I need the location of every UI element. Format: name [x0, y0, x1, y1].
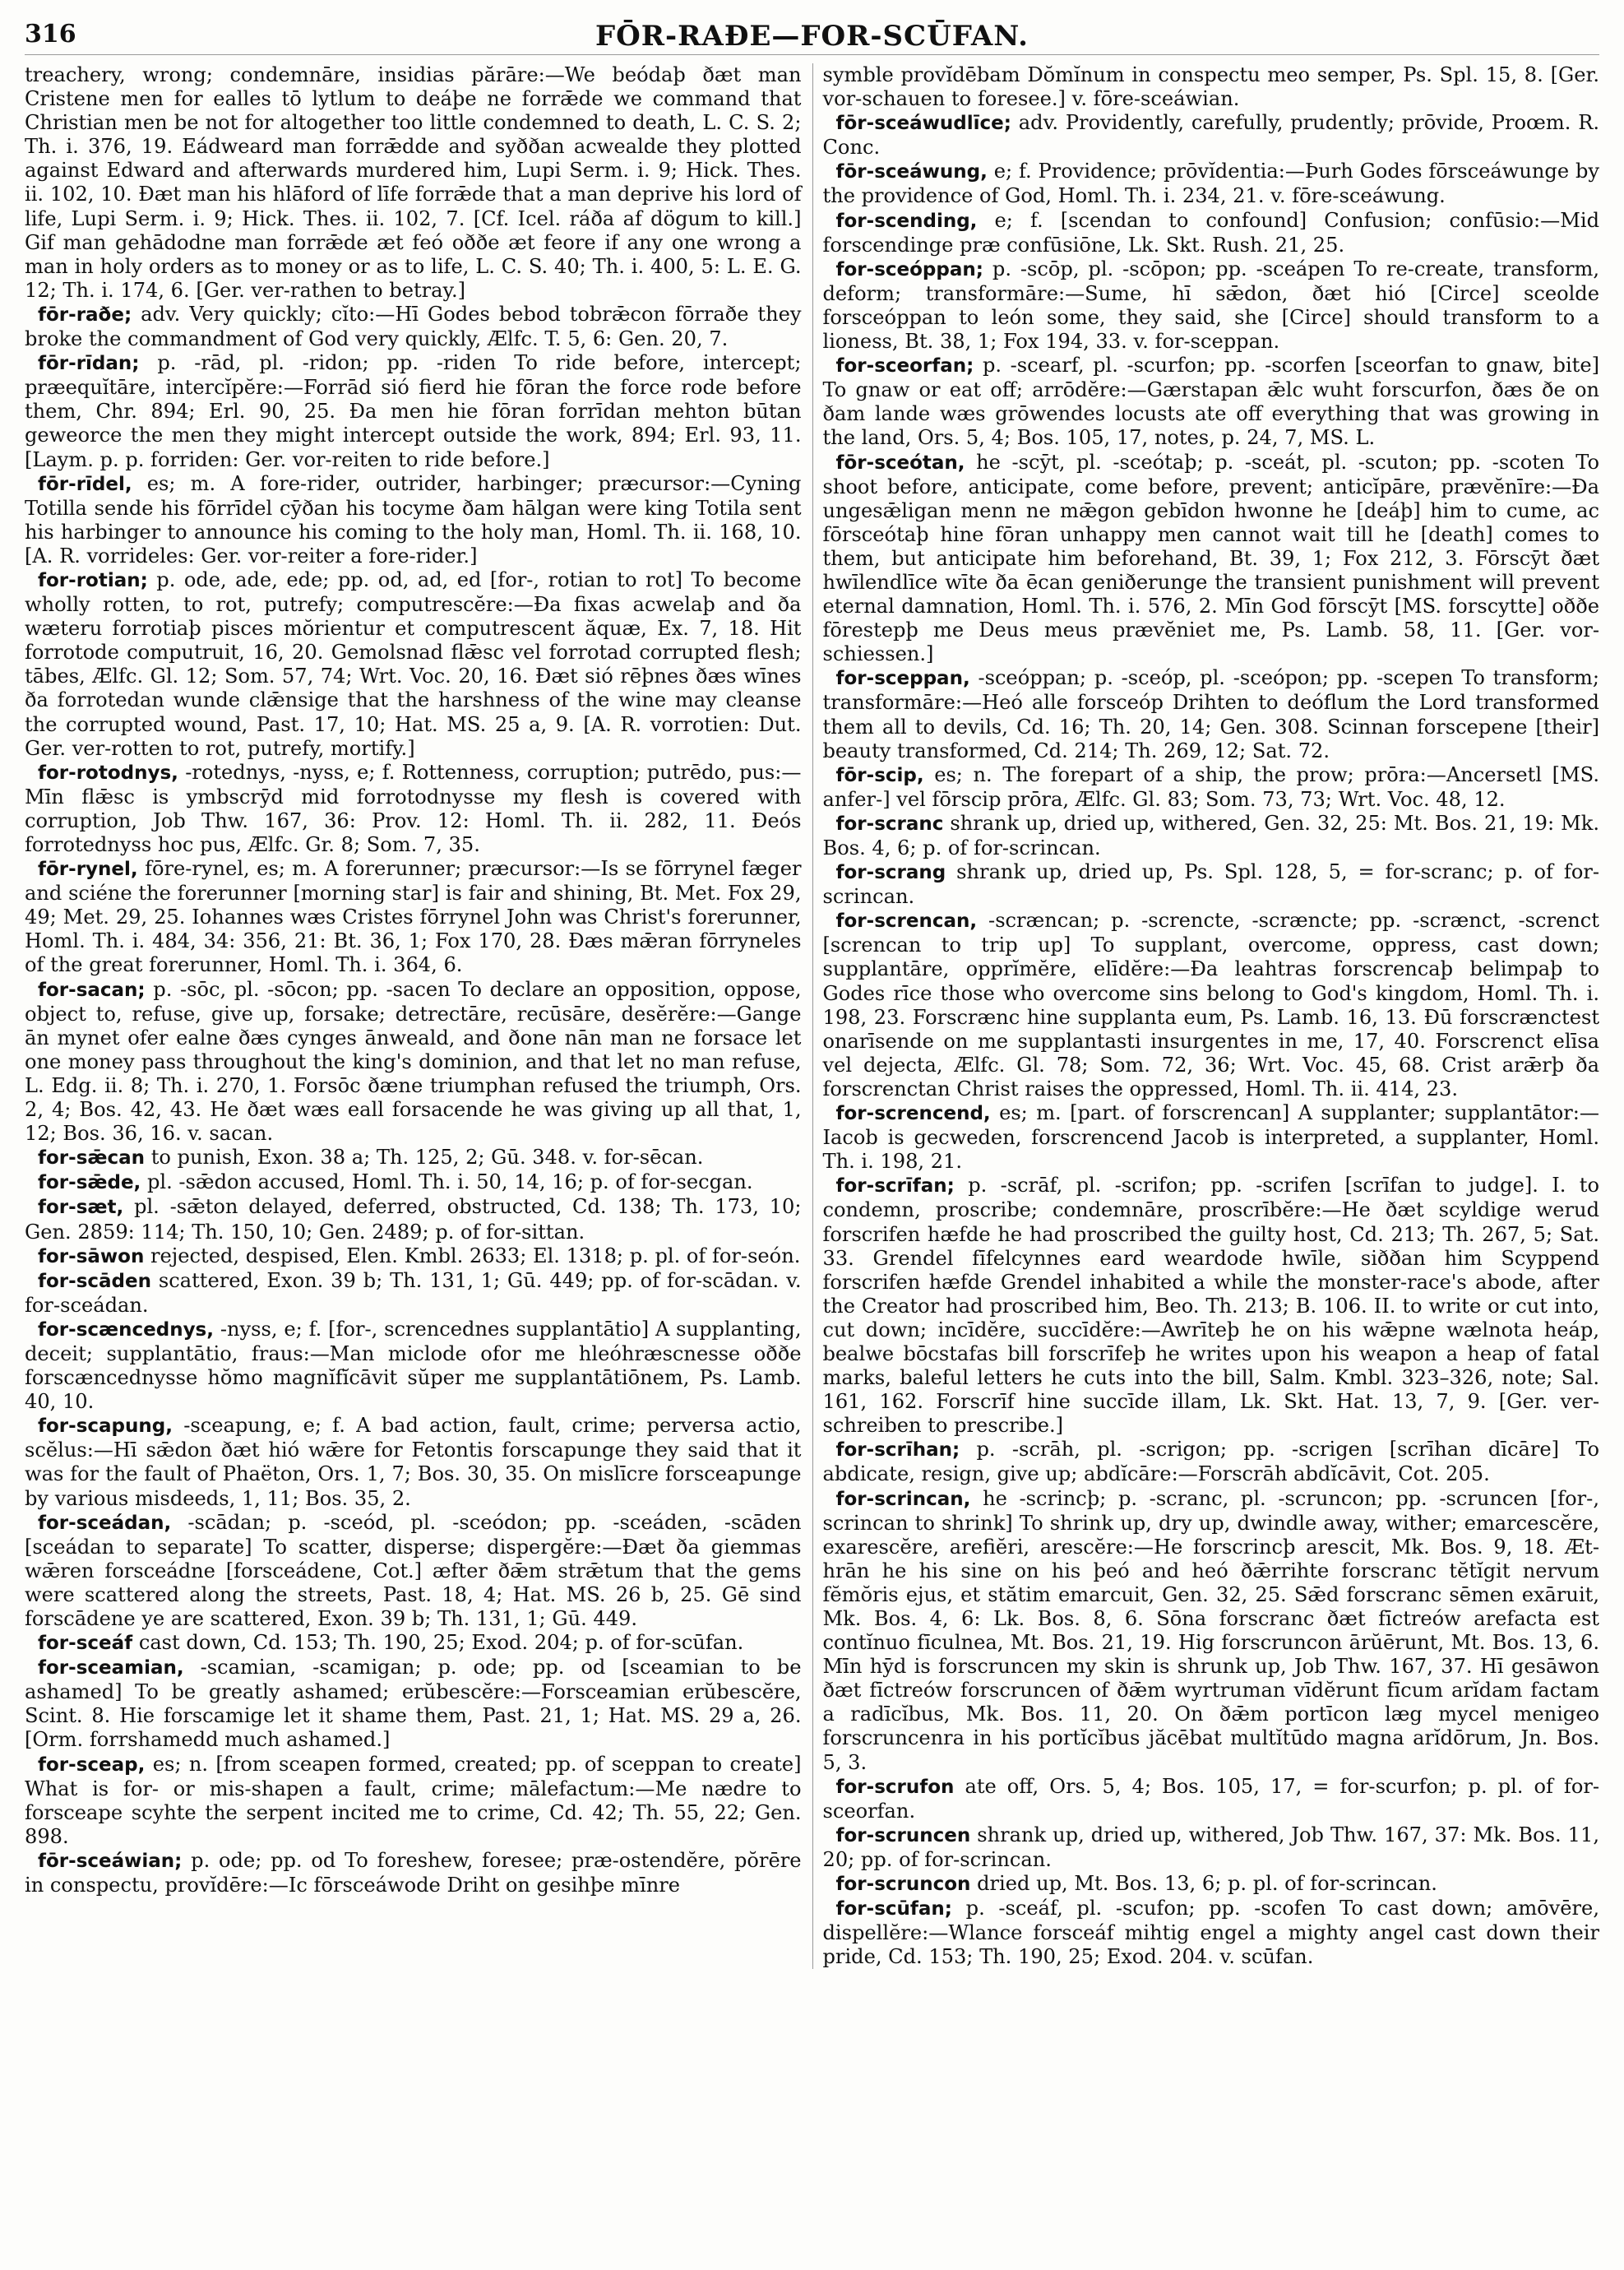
- entry-headword: for-screncend,: [835, 1103, 991, 1125]
- dictionary-entry: [25, 1414, 802, 1510]
- entry-body: es; n. The forepart of a ship, the prow; prōra:—Ancersetl [MS. anfer-] vel fōrscip prōra, Ælfc. Gl. 83; Som. 73, 73; Wrt. Voc. 48, 12.: [822, 762, 1599, 811]
- dictionary-entry: [25, 1849, 802, 1897]
- entry-headword: fōr-sceótan,: [835, 452, 965, 474]
- entry-headword: fōr-sceáwudlīce;: [835, 113, 1011, 135]
- entry-headword: for-sacan;: [38, 979, 146, 1001]
- entry-headword: for-scrufon: [835, 1776, 955, 1798]
- dictionary-entry: [823, 1101, 1600, 1174]
- entry-body: -scamian, -scamigan; p. ode; pp. od [sceamian to be ashamed] To be greatly ashamed; erŭbescĕre:—Forsceamian erŭbescĕre, Scint. 8. Hie forscamige let it shame them, Past. 21, 1; Hat. MS. 29 a, 26. [Orm. forrshamedd much ashamed.]: [25, 1656, 802, 1752]
- entry-body: p. ode, ade, ede; pp. od, ad, ed [for-, rotian to rot] To become wholly rotten, to rot, putrefy; computrescĕre:—Ða fixas acwelaþ and ða wæteru forrotiaþ pisces mŏrientur et computrescent ăquæ, Ex. 7, 18. Hit forrotode computruit, 16, 20. Gemolsnad flǣsc vel forrotad corrupted flesh; tābes, Ælfc. Gl. 12; Som. 57, 74; Wrt. Voc. 20, 16. Ðæt sió rēþnes ðæs wīnes ða forrotedan wunde clǣnsige that the harshness of the wine may cleanse the corrupted wound, Past. 17, 10; Hat. MS. 25 a, 9. [A. R. vorrotien: Dut. Ger. ver-rotten to rot, putrefy, mortify.]: [25, 568, 802, 760]
- entry-headword: for-scruncon: [835, 1874, 971, 1896]
- dictionary-entry: [25, 1631, 802, 1656]
- entry-headword: fōr-rīdan;: [38, 353, 140, 375]
- dictionary-entry: [25, 978, 802, 1147]
- dictionary-entry: [25, 351, 802, 471]
- entry-body: -scādan; p. -sceód, pl. -sceódon; pp. -sceáden, -scāden [sceádan to separate] To scatter, disperse; dispergĕre:—Ðæt ða giemmas wǣren forsceádne [forsceádene, Cot.] æfter ðǣm strǣtum that the gems were scattered along the streets, Past. 18, 4; Hat. MS. 26 b, 25. Gē sind forscādene ye are scattered, Exon. 39 b; Th. 131, 1; Gū. 449.: [25, 1510, 802, 1630]
- entry-body: p. -scrāf, pl. -scrifon; pp. -scrifen [scrīfan to judge]. I. to condemn, proscribe; condemnāre, proscrībĕre:—He ðæt scyldige werud forscrifen hæfde he had proscribed the guilty host, Cd. 213; Th. 267, 5; Sat. 33. Grendel fīfelcynnes eard weardode hwīle, siððan him Scyppend forscrifen hæfde Grendel inhabited a while the monster-race's abode, after the Creator had proscribed him, Beo. Th. 213; B. 106. II. to write or cut into, cut down; incīdĕre, succīdĕre:—Awrīteþ he on his wǣpne wælnota heáp, bealwe bōcstafas bill forscrīfeþ he writes upon his weapon a heap of fatal marks, baleful letters he cuts into the bill, Salm. Kmbl. 323–326, note; Sal. 161, 162. Forscrīf hine succīde illam, Lk. Skt. Hat. 13, 7, 9. [Ger. ver-schreiben to prescribe.]: [822, 1174, 1599, 1438]
- entry-headword: for-scrīfan;: [835, 1175, 955, 1198]
- entry-headword: for-scruncen: [835, 1824, 971, 1846]
- dictionary-entry: [25, 1511, 802, 1631]
- entry-headword: for-scrīhan;: [835, 1439, 960, 1462]
- entry-headword: for-sceppan,: [835, 668, 970, 690]
- entry-body: adv. Providently, carefully, prudently; prōvide, Proœm. R. Conc.: [822, 111, 1599, 160]
- dictionary-entry: [823, 1872, 1600, 1897]
- entry-body: -nyss, e; f. [for-, screncednes supplantātio] A supplanting, deceit; supplantātio, fraus:—Man miclode ofor me hleóhræscnesse oððe forscæncednysse hŏmo magnĭfĭcāvit sŭper me supplantātiōnem, Ps. Lamb. 40, 10.: [25, 1317, 802, 1414]
- entry-headword: fōr-rīdel,: [38, 473, 132, 495]
- entry-headword: for-sǣde,: [38, 1172, 141, 1194]
- entry-headword: for-scranc: [835, 813, 944, 835]
- dictionary-entry: [823, 111, 1600, 160]
- entry-body: -rotednys, -nyss, e; f. Rottenness, corruption; putrēdo, pus:—Mīn flǣsc is ymbscrȳd mid forrotodnysse my flesh is covered with corruption, Job Thw. 167, 36: Prov. 12: Homl. Th. ii. 282, 11. Ðeós forrotednyss hoc pus, Ælfc. Gr. 8; Som. 7, 35.: [25, 760, 802, 856]
- dictionary-entry: [823, 812, 1600, 860]
- dictionary-entry: [823, 1174, 1600, 1438]
- entry-headword: for-sæt,: [38, 1197, 124, 1219]
- entry-headword: for-sceádan,: [38, 1512, 172, 1534]
- entry-body: symble provĭdēbam Dŏmĭnum in conspectu meo semper, Ps. Spl. 15, 8. [Ger. vor-schauen to foresee.] v. fōre-sceáwian.: [822, 63, 1599, 111]
- entry-headword: fōr-rynel,: [38, 859, 138, 881]
- dictionary-entry: [25, 761, 802, 857]
- dictionary-entry: [25, 1146, 802, 1170]
- dictionary-entry: [25, 472, 802, 568]
- continued-entry: [823, 63, 1600, 111]
- dictionary-entry: [823, 160, 1600, 208]
- dictionary-entry: [25, 1195, 802, 1244]
- entry-headword: fōr-sceáwian;: [38, 1850, 183, 1872]
- entry-headword: for-scæncednys,: [38, 1318, 214, 1341]
- entry-headword: for-scūfan;: [835, 1898, 952, 1920]
- left-column: [25, 63, 802, 1969]
- entry-body: es; m. A fore-rider, outrider, harbinger; præcursor:—Cyning Totilla sende his fōrrīdel cȳðan his tocyme ðam hālgan were king Totila sent his harbinger to announce his coming to the holy man, Homl. Th. ii. 168, 10. [A. R. vorrideles: Ger. vor-reiter a fore-rider.]: [25, 471, 802, 568]
- entry-body: e; f. Providence; prōvĭdentia:—Þurh Godes fōrsceáwunge by the providence of God, Homl. Th. i. 234, 21. v. fōre-sceáwung.: [822, 160, 1599, 208]
- entry-body: pl. -sǣton delayed, deferred, obstructed, Cd. 138; Th. 173, 10; Gen. 2859: 114; Th. 150, 10; Gen. 2489; p. of for-sittan.: [25, 1195, 802, 1244]
- dictionary-entry: [25, 1318, 802, 1414]
- dictionary-entry: [823, 1438, 1600, 1486]
- column-divider: [812, 63, 813, 1969]
- dictionary-entry: [823, 1775, 1600, 1823]
- entry-headword: for-sceap,: [38, 1753, 146, 1776]
- entry-body: to punish, Exon. 38 a; Th. 125, 2; Gū. 348. v. for-sēcan.: [150, 1146, 704, 1170]
- entry-body: scattered, Exon. 39 b; Th. 131, 1; Gū. 449; pp. of for-scādan. v. for-sceádan.: [25, 1268, 802, 1317]
- dictionary-entry: [25, 568, 802, 761]
- dictionary-entry: [25, 1269, 802, 1318]
- entry-body: p. -sceáf, pl. -scufon; pp. -scofen To cast down; amōvēre, dispellĕre:—Wlance forsceáf mihtig engel a mighty angel cast down their pride, Cd. 153; Th. 190, 25; Exod. 204. v. scūfan.: [822, 1897, 1599, 1969]
- page-number: 316: [25, 20, 76, 49]
- entry-body: p. -scōp, pl. -scōpon; pp. -sceápen To re-create, transform, deform; transformāre:—Sume, hī sǣdon, ðæt hió [Circe] sceolde forsceóppan to león some, they said, she [Circe] should transform to a lioness, Bt. 38, 1; Fox 194, 33. v. for-sceppan.: [822, 257, 1599, 354]
- entry-headword: for-sceamian,: [38, 1657, 184, 1679]
- entry-headword: for-sceóppan;: [835, 258, 983, 280]
- entry-body: -sceóppan; p. -sceóp, pl. -sceópon; pp. -scepen To transform; transformāre:—Heó alle forsceóp Drihten to deóflum the Lord transformed them all to devils, Cd. 16; Th. 20, 14; Gen. 308. Scinnan forscepene [their] beauty transformed, Cd. 214; Th. 269, 12; Sat. 72.: [822, 666, 1599, 762]
- entry-headword: for-scapung,: [38, 1415, 173, 1438]
- entry-headword: for-scrang: [835, 862, 946, 884]
- entry-body: fōre-rynel, es; m. A forerunner; præcursor:—Is se fōrrynel fæger and sciéne the forerunner [morning star] is fair and shining, Bt. Met. Fox 29, 49; Met. 29, 25. Iohannes wæs Cristes fōrrynel John was Christ's forerunner, Homl. Th. i. 484, 34: 356, 21: Bt. 36, 1; Fox 170, 28. Ðæs mǣran fōrryneles of the great forerunner, Homl. Th. i. 364, 6.: [25, 857, 802, 977]
- entry-headword: for-sceorfan;: [835, 355, 974, 378]
- entry-body: treachery, wrong; condemnāre, insidias părāre:—We beódaþ ðæt man Cristene men for ealles tō lytlum to deáþe ne forrǣde we command that Christian men be not for altogether too little condemned to death, L. C. S. 2; Th. i. 376, 19. Eádweard man forrǣdde and syððan acwealde they plotted against Edward and afterwards murdered him, Lupi Serm. i. 9; Hick. Thes. ii. 102, 10. Ðæt man his hlāford of līfe forrǣde that a man deprive his lord of life, Lupi Serm. i. 9; Hick. Thes. ii. 102, 7. [Cf. Icel. ráða af dögum to kill.] Gif man gehādodne man forrǣde æt feó oððe æt feore if any one wrong a man in holy orders as to money or as to life, L. C. S. 40; Th. i. 400, 5: L. E. G. 12; Th. i. 174, 6. [Ger. ver-rathen to betray.]: [25, 63, 802, 302]
- entry-body: -sceapung, e; f. A bad action, fault, crime; perversa actio, scĕlus:—Hī sǣdon ðæt hió wǣre for Fetontis forscapunge they said that it was for the fault of Phaëton, Ors. 1, 7; Bos. 30, 35. On mislīcre forsceapunge by various misdeeds, 1, 11; Bos. 35, 2.: [25, 1414, 802, 1510]
- entry-body: p. -scrāh, pl. -scrigon; pp. -scrigen [scrīhan dīcāre] To abdicate, resign, give up; abdĭcāre:—Forscrāh abdĭcāvit, Cot. 205.: [822, 1438, 1599, 1486]
- entry-body: he -scȳt, pl. -sceótaþ; p. -sceát, pl. -scuton; pp. -scoten To shoot before, anticipate, come before, prevent; anticĭpāre, prævĕnīre:—Ða ungesǣligan menn ne mǣgon gebīdon hwonne he [deáþ] him to cume, ac fōrsceótaþ hine fōran unhappy men cannot wait till he [death] comes to them, but anticipate him beforehand, Bt. 39, 1; Fox 212, 3. Fōrscȳt ðæt hwīlendlīce wīte ða ēcan geniðerunge the transient punishment will prevent eternal damnation, Homl. Th. i. 576, 2. Mīn God fōrscȳt [MS. forscytte] oððe fōrestepþ me Deus meus prævĕniet me, Ps. Lamb. 58, 11. [Ger. vor-schiessen.]: [822, 450, 1599, 666]
- entry-body: rejected, despised, Elen. Kmbl. 2633; El. 1318; p. pl. of for-seón.: [150, 1244, 801, 1267]
- entry-headword: for-rotodnys,: [38, 762, 178, 784]
- entry-headword: for-scāden: [38, 1270, 151, 1292]
- continued-entry: [25, 63, 802, 303]
- entry-body: ate off, Ors. 5, 4; Bos. 105, 17, = for-scurfon; p. pl. of for-sceorfan.: [822, 1774, 1599, 1823]
- dictionary-entry: [823, 763, 1600, 812]
- entry-body: es; n. [from sceapen formed, created; pp. of sceppan to create] What is for- or mis-shapen a fault, crime; mālefactum:—Me nædre to forsceape scyhte the serpent incited me to crime, Cd. 42; Th. 55, 22; Gen. 898.: [25, 1752, 802, 1848]
- dictionary-entry: [25, 1656, 802, 1752]
- entry-body: shrank up, dried up, Ps. Spl. 128, 5, = for-scranc; p. of for-scrincan.: [822, 860, 1599, 909]
- entry-headword: for-sceáf: [38, 1633, 133, 1655]
- dictionary-entry: [823, 860, 1600, 909]
- entry-body: adv. Very quickly; cĭto:—Hī Godes bebod tobrǣcon fōrraðe they broke the commandment of God very quickly, Ælfc. T. 5, 6: Gen. 20, 7.: [25, 302, 802, 351]
- entry-headword: fōr-sceáwung,: [835, 161, 988, 183]
- entry-body: p. -sōc, pl. -sōcon; pp. -sacen To declare an opposition, oppose, object to, refuse, give up, forsake; detrectāre, recūsāre, desĕrĕre:—Gange ān mynet ofer ealne ðæs cynges ānweald, and ðone nān man ne forsace let one money pass throughout the king's dominion, and that let no man refuse, L. Edg. ii. 8; Th. i. 270, 1. Forsōc ðæne triumphan refused the triumph, Ors. 2, 4; Bos. 42, 43. He ðæt wæs eall forsacende he was giving up all that, 1, 12; Bos. 36, 16. v. sacan.: [25, 977, 802, 1146]
- dictionary-entry: [25, 1244, 802, 1269]
- dictionary-entry: [823, 1823, 1600, 1872]
- dictionary-entry: [823, 1897, 1600, 1969]
- entry-body: he -scrincþ; p. -scranc, pl. -scruncon; pp. -scruncen [for-, scrincan to shrink] To shrink up, dry up, dwindle away, wither; emarcescĕre, exarescĕre, arefiĕri, arescĕre:—He forscrincþ arescit, Mk. Bos. 9, 18. Æt-hrān he his sine on his þeó and heó ðǣrrihte forscranc tĕtĭgit nervum fĕmŏris ejus, et stătim emarcuit, Gen. 32, 25. Sǣd forscranc sēmen exāruit, Mk. Bos. 4, 6: Lk. Bos. 8, 6. Sōna forscranc ðæt fīctreów arefacta est contĭnuo fīculnea, Mt. Bos. 21, 19. Hig forscruncon ārŭērunt, Mt. Bos. 13, 6. Mīn hȳd is forscruncen my skin is shrunk up, Job Thw. 167, 37. Hī gesāwon ðæt fīctreów forscruncen of ðǣm wyrtruman vīdĕrunt fīcum arĭdam factam a radīcĭbus, Mk. Bos. 11, 20. On ðǣm portīcon læg mycel menigeo forscruncenra in his portĭcĭbus jăcēbat multĭtūdo magna arĭdōrum, Jn. Bos. 5, 3.: [822, 1486, 1599, 1774]
- entry-body: cast down, Cd. 153; Th. 190, 25; Exod. 204; p. of for-scūfan.: [138, 1631, 744, 1655]
- page-header: [25, 12, 1599, 55]
- dictionary-entry: [25, 303, 802, 351]
- dictionary-entry: [823, 666, 1600, 762]
- entry-body: e; f. [scendan to confound] Confusion; confūsio:—Mid forscendinge præ confūsiōne, Lk. Skt. Rush. 21, 25.: [822, 208, 1599, 257]
- dictionary-entry: [25, 857, 802, 977]
- entry-headword: for-screncan,: [835, 910, 978, 933]
- entry-body: p. ode; pp. od To foreshew, foresee; præ-ostendĕre, pŏrēre in conspectu, provĭdēre:—Ic fōrsceáwode Driht on gesihþe mīnre: [25, 1848, 802, 1897]
- entry-body: es; m. [part. of forscrencan] A supplanter; supplantātor:—Iacob is gecweden, forscrencend Jacob is interpreted, a supplanter, Homl. Th. i. 198, 21.: [822, 1101, 1599, 1174]
- entry-body: -scræncan; p. -screncte, -scræncte; pp. -scrænct, -screnct [screncan to trip up] To supplant, overcome, oppress, cast down; supplantāre, opprĭmĕre, elīdĕre:—Ða leahtras forscrencaþ belimpaþ to Godes rīce those who overcome sins belong to God's kingdom, Homl. Th. i. 198, 23. Forscrænc hine supplanta eum, Ps. Lamb. 16, 13. Ðū forscrænctest onarīsende on me supplantasti insurgentes in me, 17, 40. Forscrenct elīsa vel dejecta, Ælfc. Gl. 78; Som. 72, 36; Wrt. Voc. 45, 68. Crist arǣrþ ða forscrenctan Christ raises the oppressed, Homl. Th. ii. 414, 23.: [822, 909, 1599, 1100]
- running-head: FŌR-RAÐE—FOR-SCŪFAN.: [595, 20, 1029, 53]
- entry-headword: for-sǣcan: [38, 1147, 146, 1170]
- dictionary-entry: [823, 451, 1600, 667]
- entry-headword: fōr-raðe;: [38, 303, 132, 326]
- entry-body: shrank up, dried up, withered, Gen. 32, 25: Mt. Bos. 21, 19: Mk. Bos. 4, 6; p. of for-scrincan.: [822, 811, 1599, 859]
- dictionary-entry: [25, 1753, 802, 1849]
- dictionary-entry: [823, 1487, 1600, 1775]
- dictionary-entry: [823, 209, 1600, 257]
- entry-body: pl. -sǣdon accused, Homl. Th. i. 50, 14, 16; p. of for-secgan.: [146, 1170, 753, 1194]
- entry-headword: fōr-scip,: [835, 764, 924, 786]
- dictionary-entry: [823, 257, 1600, 354]
- entry-headword: for-scrincan,: [835, 1488, 971, 1510]
- dictionary-entry: [823, 909, 1600, 1101]
- columns: [25, 63, 1599, 1969]
- entry-headword: for-scending,: [835, 210, 978, 232]
- entry-headword: for-rotian;: [38, 569, 148, 591]
- right-column: [823, 63, 1600, 1969]
- dictionary-entry: [823, 354, 1600, 450]
- entry-headword: for-sāwon: [38, 1245, 145, 1267]
- entry-body: p. -rād, pl. -ridon; pp. -riden To ride before, intercept; præequĭtāre, intercĭpĕre:—Forrād sió fierd hie fōran the force rode before them, Chr. 894; Erl. 90, 25. Ða men hie fōran forrīdan mehton būtan geweorce the men they might intercept outside the work, 894; Erl. 93, 11. [Laym. p. p. forriden: Ger. vor-reiten to ride before.]: [25, 351, 802, 471]
- dictionary-entry: [25, 1170, 802, 1195]
- entry-body: p. -scearf, pl. -scurfon; pp. -scorfen [sceorfan to gnaw, bite] To gnaw or eat off; arrōdĕre:—Gærstapan ǣlc wuht forscurfon, ðæs ðe on ðam lande wæs grōwendes locusts ate off everything that was growing in the land, Ors. 5, 4; Bos. 105, 17, notes, p. 24, 7, MS. L.: [822, 354, 1599, 450]
- entry-body: shrank up, dried up, withered, Job Thw. 167, 37: Mk. Bos. 11, 20; pp. of for-scrincan.: [822, 1823, 1599, 1871]
- entry-body: dried up, Mt. Bos. 13, 6; p. pl. of for-scrincan.: [977, 1872, 1437, 1896]
